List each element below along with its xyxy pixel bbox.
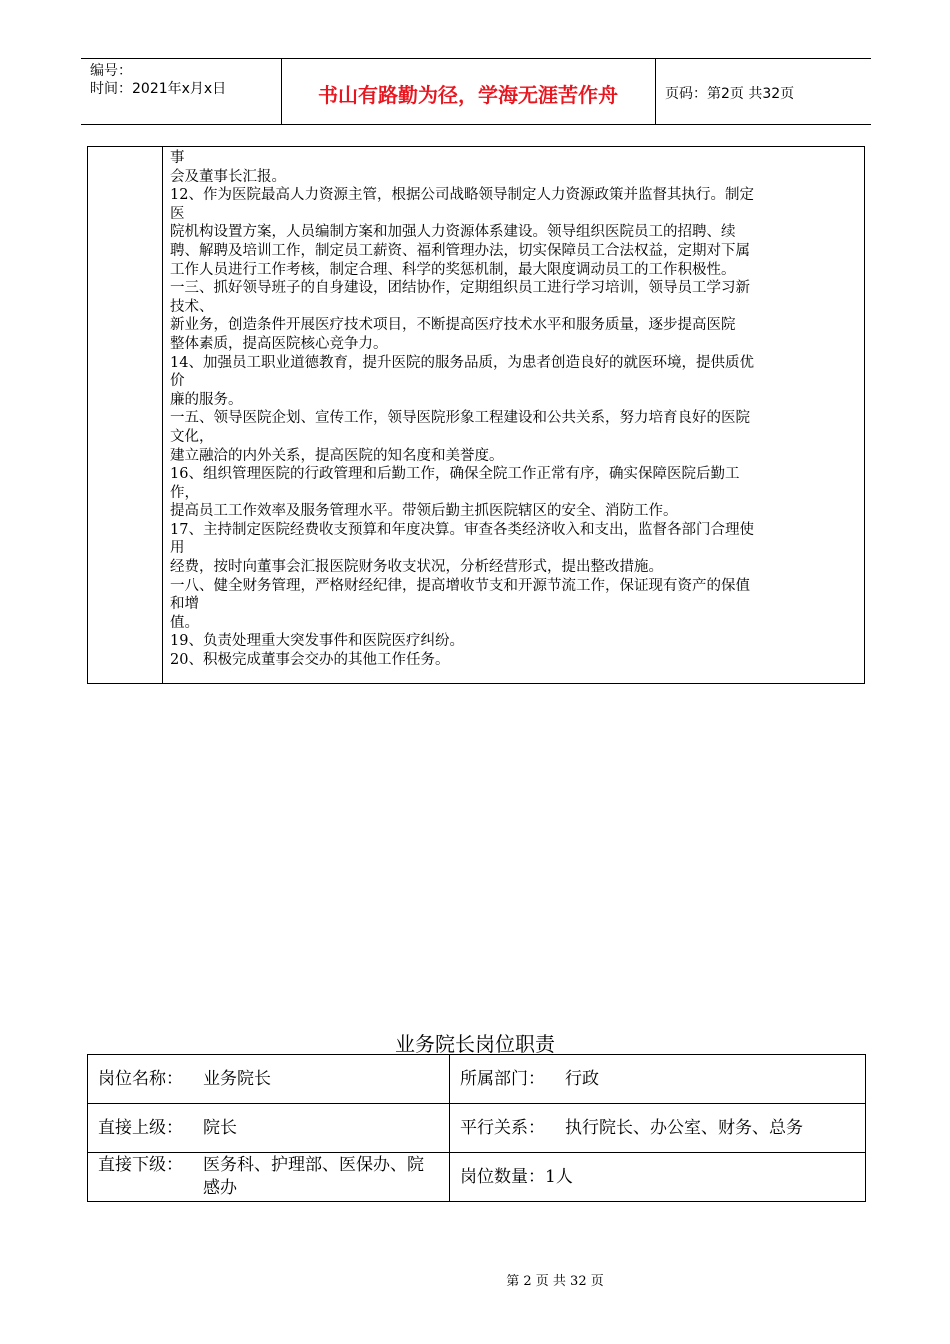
- duty-line: 提高员工工作效率及服务管理水平。带领后勤主抓医院辖区的安全、消防工作。: [170, 503, 678, 520]
- direct-superior-value: 院长: [203, 1117, 237, 1138]
- header-motto: 书山有路勤为径，学海无涯苦作舟: [318, 83, 618, 107]
- duty-line: 和增: [170, 596, 199, 613]
- header-top-rule: [81, 58, 871, 59]
- duty-line: 建立融洽的内外关系，提高医院的知名度和美誉度。: [170, 447, 504, 464]
- parallel-relation-label: 平行关系：: [460, 1117, 545, 1138]
- department-cell: [450, 1055, 866, 1104]
- duty-line: 事: [170, 150, 185, 166]
- duty-line: 经费，按时向董事会汇报医院财务收支状况，分析经营形式，提出整改措施。: [170, 559, 663, 576]
- direct-subordinate-cell: [88, 1153, 450, 1202]
- page-footer: 第 2 页 共 32 页: [506, 1274, 604, 1289]
- duty-line: 20、积极完成董事会交办的其他工作任务。: [170, 652, 450, 669]
- duty-line: 作，: [170, 484, 199, 501]
- duty-line: 17、主持制定医院经费收支预算和年度决算。审查各类经济收入和支出，监督各部门合理使: [170, 521, 754, 538]
- duty-line: 一五、领导医院企划、宣传工作，领导医院形象工程建设和公共关系，努力培育良好的医院: [170, 410, 750, 427]
- direct-superior-cell: [88, 1104, 450, 1153]
- header-divider: [655, 58, 656, 124]
- duties-label-column: [88, 147, 163, 683]
- department-label: 所属部门：: [460, 1068, 545, 1089]
- position-name-label: 岗位名称：: [98, 1068, 183, 1089]
- section-title: 业务院长岗位职责: [395, 1032, 555, 1056]
- duty-line: 14、加强员工职业道德教育，提升医院的服务品质，为患者创造良好的就医环境，提供质优: [170, 354, 754, 371]
- duty-line: 院机构设置方案，人员编制方案和加强人力资源体系建设。领导组织医院员工的招聘、续: [170, 224, 736, 241]
- duty-line: 19、负责处理重大突发事件和医院医疗纠纷。: [170, 633, 464, 650]
- department-value: 行政: [565, 1068, 599, 1089]
- duty-line: 会及董事长汇报。: [170, 168, 286, 185]
- document-time-label: 时间：2021年x月x日: [90, 81, 227, 97]
- table-row: [88, 1104, 866, 1153]
- duty-line: 医: [170, 205, 185, 222]
- duty-line: 用: [170, 540, 185, 557]
- duty-line: 工作人员进行工作考核，制定合理、科学的奖惩机制，最大限度调动员工的工作积极性。: [170, 261, 736, 278]
- direct-superior-label: 直接上级：: [98, 1117, 183, 1138]
- parallel-relation-value: 执行院长、办公室、财务、总务: [565, 1117, 803, 1138]
- direct-subordinate-value: 医务科、护理部、医保办、院感办: [203, 1155, 424, 1198]
- table-row: [88, 1153, 866, 1202]
- document-code-label: 编号：: [90, 63, 132, 79]
- duty-line: 16、组织管理医院的行政管理和后勤工作，确保全院工作正常有序，确实保障医院后勤工: [170, 466, 740, 483]
- duty-line: 新业务，创造条件开展医疗技术项目，不断提高医疗技术水平和服务质量，逐步提高医院: [170, 317, 736, 334]
- position-count-value: 1人: [545, 1166, 573, 1187]
- header-page-info: 页码：第2页 共32页: [665, 86, 795, 102]
- duty-line: 值。: [170, 614, 199, 631]
- duty-line: 整体素质，提高医院核心竞争力。: [170, 335, 388, 352]
- duties-text-block: [170, 149, 856, 670]
- position-info-table: [87, 1054, 866, 1202]
- parallel-relation-cell: [450, 1104, 866, 1153]
- position-name-value: 业务院长: [203, 1068, 271, 1089]
- position-count-label: 岗位数量：: [460, 1166, 545, 1187]
- duty-line: 聘、解聘及培训工作，制定员工薪资、福利管理办法，切实保障员工合法权益，定期对下属: [170, 242, 750, 259]
- duty-line: 廉的服务。: [170, 391, 243, 408]
- duty-line: 价: [170, 373, 185, 390]
- duty-line: 技术、: [170, 298, 214, 315]
- position-count-cell: [450, 1153, 866, 1202]
- duty-line: 文化，: [170, 428, 214, 445]
- header-bottom-rule: [81, 124, 871, 125]
- duties-table: [87, 146, 865, 684]
- duty-line: 一三、抓好领导班子的自身建设，团结协作，定期组织员工进行学习培训，领导员工学习新: [170, 280, 750, 297]
- table-row: [88, 1055, 866, 1104]
- direct-subordinate-label: 直接下级：: [98, 1155, 183, 1175]
- duty-line: 一八、健全财务管理，严格财经纪律，提高增收节支和开源节流工作，保证现有资产的保值: [170, 577, 750, 594]
- duty-line: 12、作为医院最高人力资源主管，根据公司战略领导制定人力资源政策并监督其执行。制定: [170, 187, 754, 204]
- position-name-cell: [88, 1055, 450, 1104]
